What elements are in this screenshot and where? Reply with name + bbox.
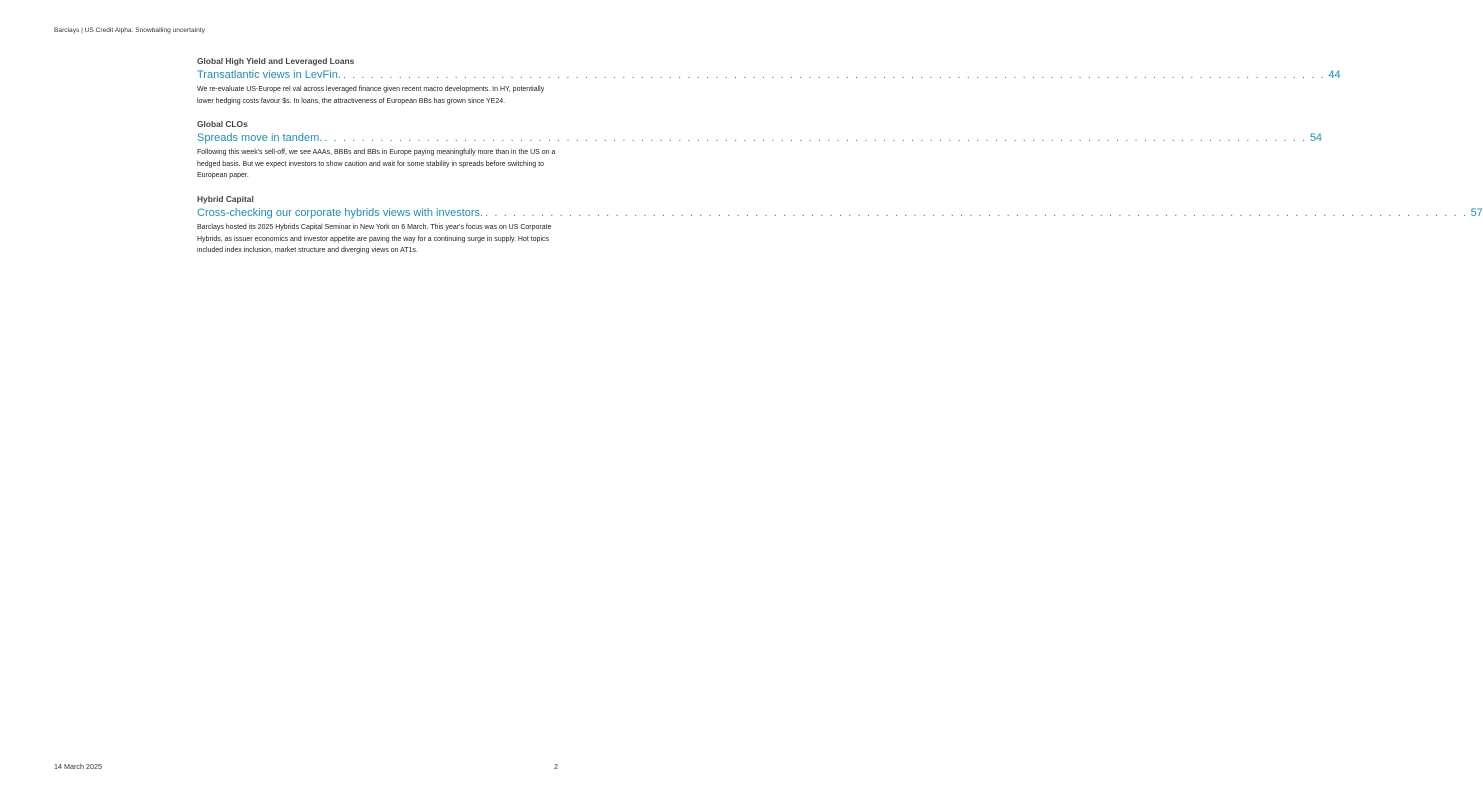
toc-page-number[interactable]: 44 xyxy=(1328,69,1341,81)
footer-page-number: 2 xyxy=(554,762,558,771)
dot-leader: . . . . . . . . . . . . . . . . . . . . . . . . . . . . . . . . . . . . . . . . . . . . . . . . . . . . . . . . . . . . . . . . . . . . . . . . . . . . . . . . . . . . . . . . . . . . . . . . . . . . . . . . . . xyxy=(485,206,1468,219)
toc-section-title: Global High Yield and Leveraged Loans xyxy=(197,56,355,66)
footer-date: 14 March 2025 xyxy=(54,762,102,771)
toc-link-spreads-move-in-tandem[interactable] xyxy=(197,130,1323,146)
toc-link-title[interactable]: Transatlantic views in LevFin. xyxy=(197,69,341,81)
table-of-contents xyxy=(197,55,1483,268)
toc-link-cross-checking-hybrids[interactable] xyxy=(197,205,1483,221)
toc-page-number[interactable]: 57 xyxy=(1470,206,1483,219)
toc-page-number[interactable]: 54 xyxy=(1309,132,1323,145)
toc-summary: Following this week's sell-off, we see AAAs, BBBs and BBs in Europe paying meaningfully more than in the US on a hedged basis. But we expect investors to show caution and wait for some stability in spreads before switching to European paper. xyxy=(197,149,556,180)
toc-section-title: Hybrid Capital xyxy=(197,193,254,204)
toc-entry-hybrid-capital xyxy=(197,193,1483,257)
toc-link-transatlantic-views[interactable] xyxy=(197,67,1341,83)
toc-entry-high-yield xyxy=(197,55,1341,107)
dot-leader: . . . . . . . . . . . . . . . . . . . . . . . . . . . . . . . . . . . . . . . . . . . . . . . . . . . . . . . . . . . . . . . . . . . . . . . . . . . . . . . . . . . . . . . . . . . . . . . . . . . . . . . . . . xyxy=(324,132,1307,145)
toc-entry-global-clos xyxy=(197,118,1323,182)
dot-leader: . . . . . . . . . . . . . . . . . . . . . . . . . . . . . . . . . . . . . . . . . . . . . . . . . . . . . . . . . . . . . . . . . . . . . . . . . . . . . . . . . . . . . . . . . . . . . . . . . . . . . . . . . . xyxy=(342,69,1326,81)
toc-link-title[interactable]: Cross-checking our corporate hybrids views with investors. xyxy=(197,206,484,219)
toc-summary: We re-evaluate US-Europe rel val across leveraged finance given recent macro developments. In HY, potentially lower hedging costs favour $s. In loans, the attractiveness of European BBs has grown since YE24. xyxy=(197,86,545,105)
running-header: Barclays | US Credit Alpha: Snowballing uncertainty xyxy=(54,27,205,34)
toc-summary: Barclays hosted its 2025 Hybrids Capital Seminar in New York on 6 March. This year's focus was on US Corporate Hybrids, as issuer economics and investor appetite are paving the way for a continuing surge in supply. Hot topics included index inclusion, market structure and diverging views on AT1s. xyxy=(197,223,552,255)
toc-link-title[interactable]: Spreads move in tandem. xyxy=(197,132,323,145)
toc-section-title: Global CLOs xyxy=(197,119,248,130)
